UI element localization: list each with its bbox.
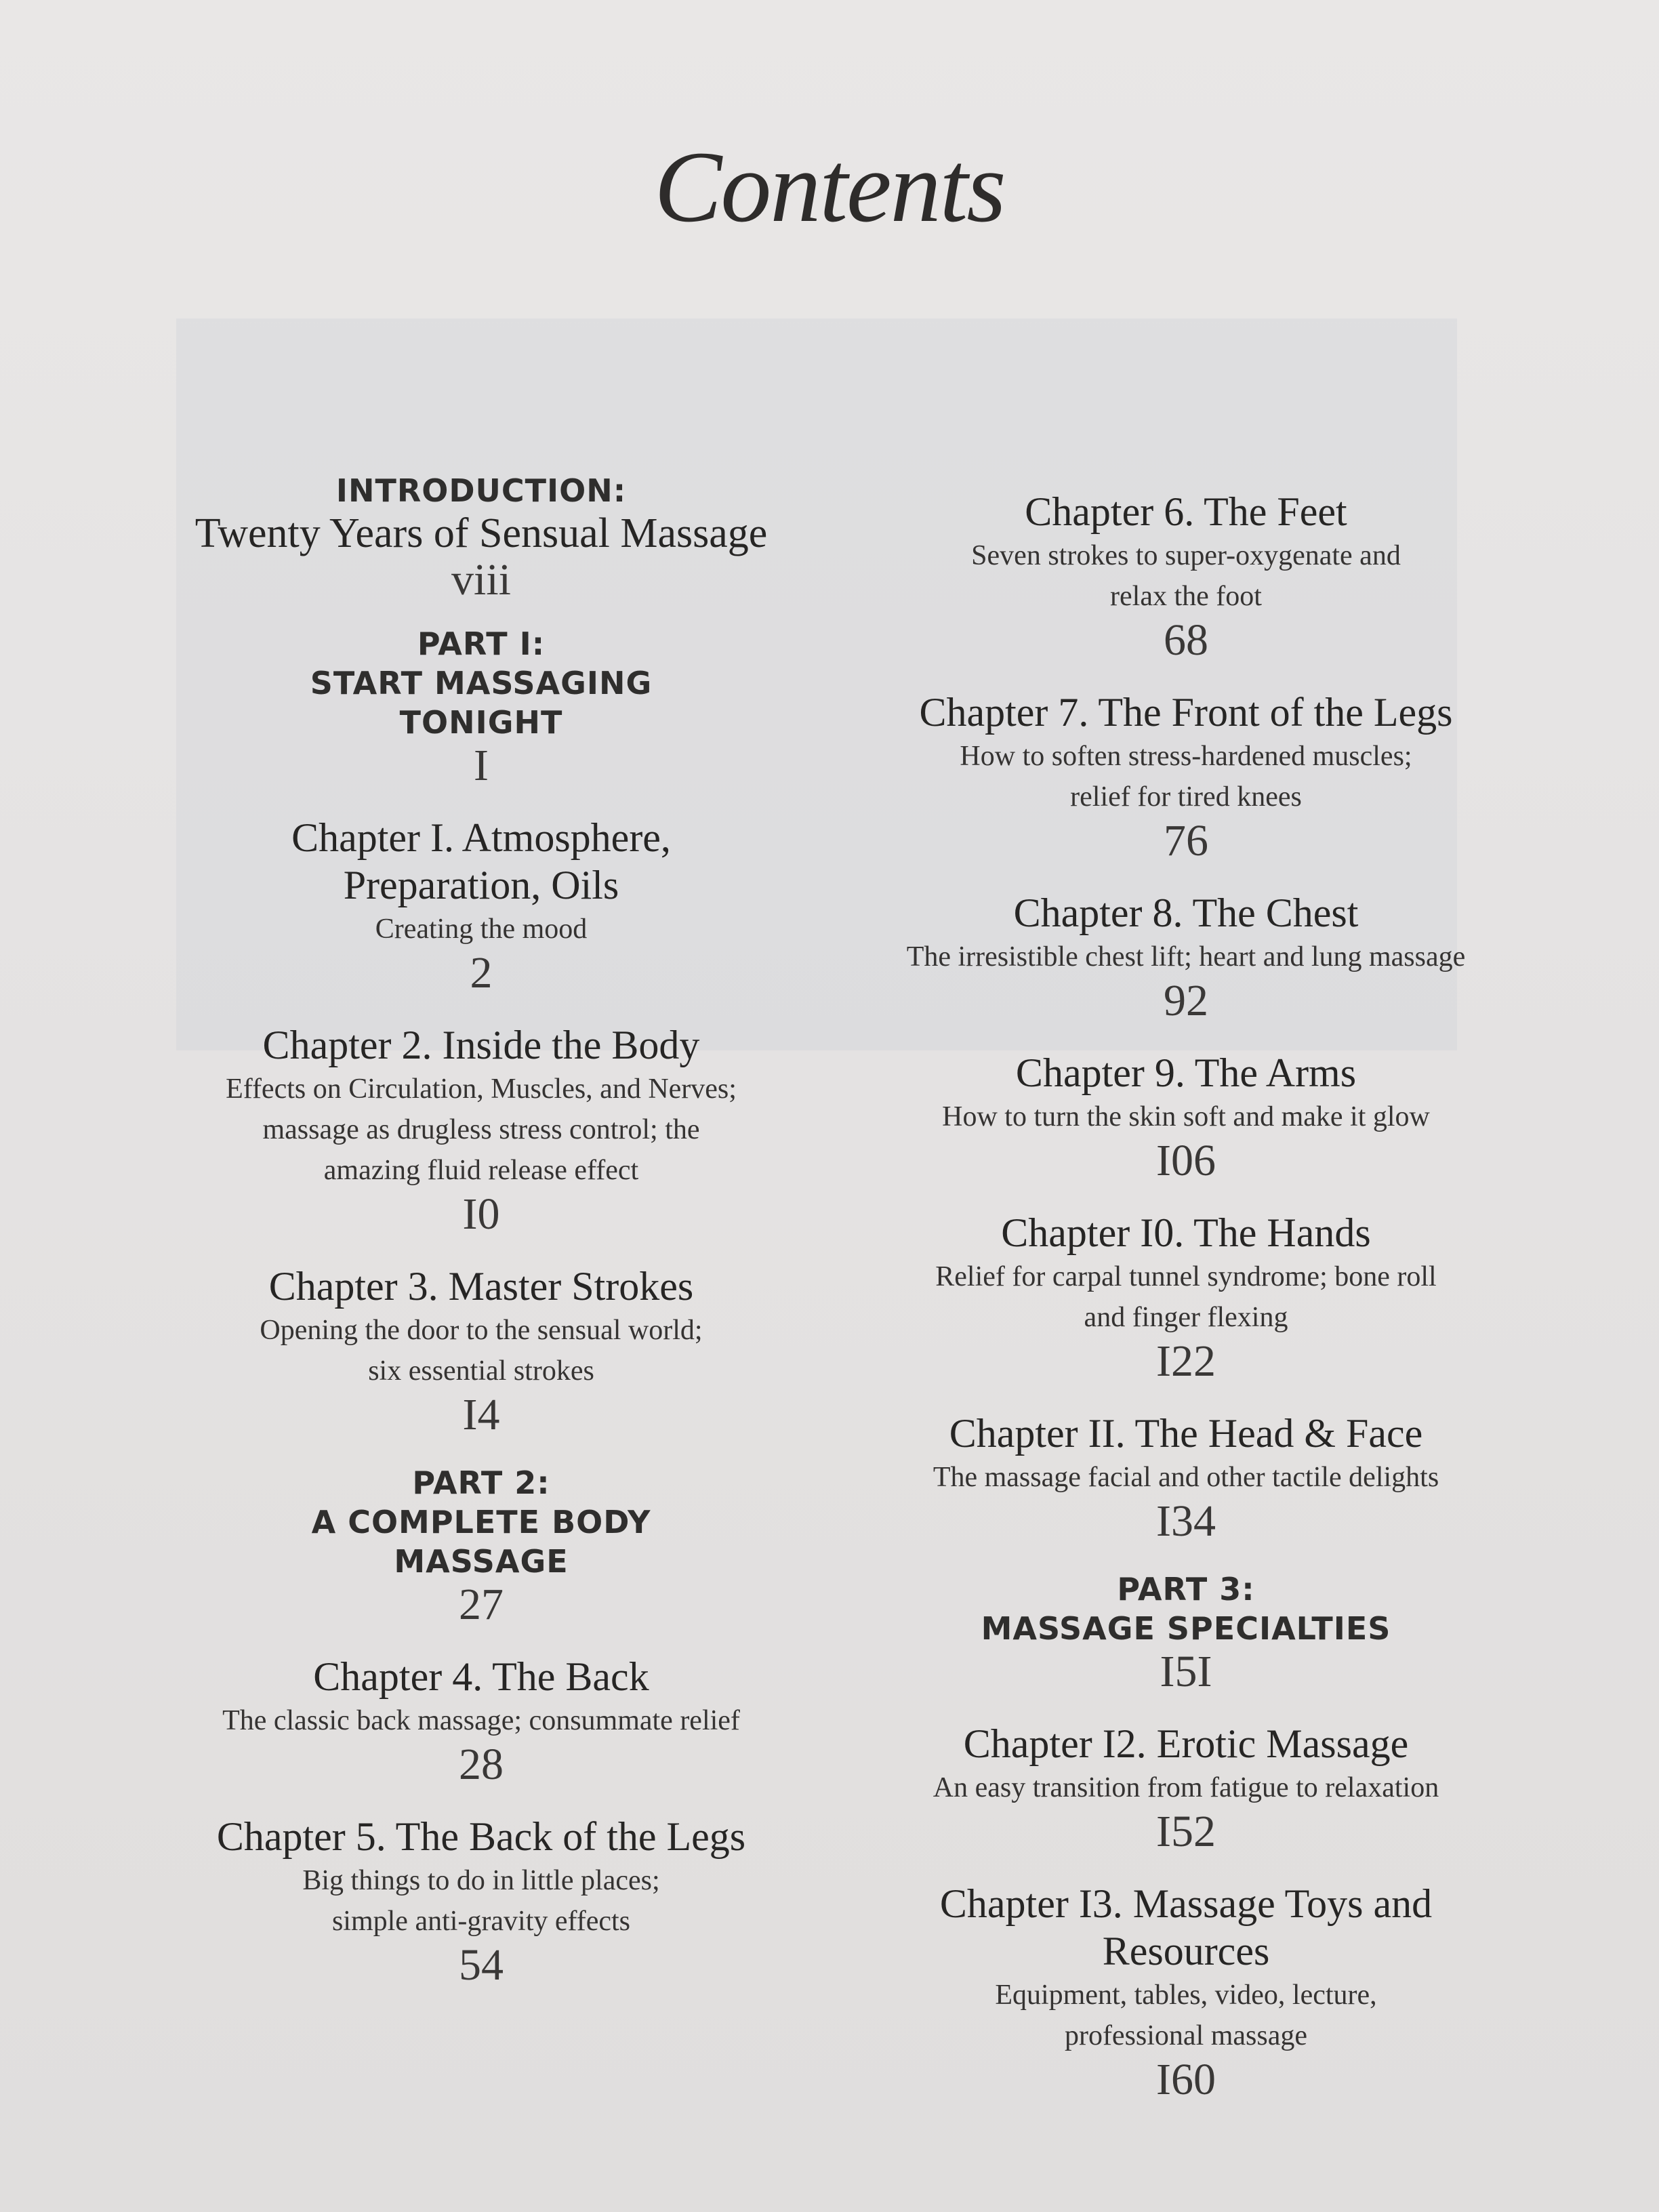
toc-chapter-6: [847, 488, 1525, 664]
chapter-description: Equipment, tables, video, lecture,: [995, 1980, 1377, 2011]
chapter-title: Resources: [1102, 1929, 1270, 1973]
toc-chapter-8: [847, 889, 1525, 1025]
chapter-title: Chapter 2. Inside the Body: [262, 1023, 700, 1067]
page-number: 76: [1164, 816, 1208, 865]
chapter-description: Seven strokes to super-oxygenate and: [971, 540, 1401, 571]
toc-chapter-3: [136, 1263, 827, 1439]
toc-chapter-1: [136, 814, 827, 997]
page-number: I52: [1156, 1807, 1216, 1856]
page-number: 27: [459, 1580, 504, 1629]
part-label: PART 3:: [1117, 1571, 1255, 1607]
chapter-description: Creating the mood: [375, 914, 588, 945]
toc-chapter-2: [136, 1021, 827, 1238]
toc-part-1: [136, 624, 827, 790]
chapter-title: Preparation, Oils: [343, 863, 619, 907]
chapter-description: professional massage: [1064, 2020, 1308, 2051]
chapter-description: massage as drugless stress control; the: [262, 1114, 700, 1145]
toc-chapter-13: [847, 1880, 1525, 2104]
chapter-description: How to soften stress-hardened muscles;: [960, 741, 1412, 772]
chapter-title: Chapter II. The Head & Face: [949, 1411, 1423, 1456]
chapter-title: Chapter 9. The Arms: [1015, 1050, 1357, 1095]
chapter-description: and finger flexing: [1084, 1302, 1288, 1333]
chapter-title: Chapter 7. The Front of the Legs: [919, 690, 1453, 735]
chapter-title: Chapter I0. The Hands: [1001, 1210, 1371, 1255]
toc-part-3: [847, 1570, 1525, 1696]
toc-entry-introduction: [136, 471, 827, 604]
page-number: I06: [1156, 1136, 1216, 1185]
chapter-title: Chapter 8. The Chest: [1013, 890, 1359, 935]
toc-chapter-9: [847, 1049, 1525, 1185]
part-title: MASSAGE SPECIALTIES: [981, 1610, 1391, 1647]
chapter-description: Big things to do in little places;: [302, 1865, 660, 1896]
part-title: A COMPLETE BODY: [311, 1504, 651, 1540]
chapter-description: Opening the door to the sensual world;: [260, 1315, 703, 1346]
part-title: START MASSAGING: [310, 665, 653, 701]
toc-part-2: [136, 1463, 827, 1629]
chapter-description: An easy transition from fatigue to relaxation: [933, 1772, 1439, 1803]
page-number: 2: [470, 948, 493, 998]
page-number: I5I: [1160, 1647, 1212, 1696]
page-number: I60: [1156, 2055, 1216, 2104]
page-number: I4: [462, 1390, 500, 1439]
chapter-title: Chapter 5. The Back of the Legs: [216, 1814, 746, 1859]
toc-chapter-12: [847, 1720, 1525, 1856]
page-number: 28: [459, 1740, 504, 1789]
intro-title: Twenty Years of Sensual Massage: [194, 510, 768, 556]
chapter-description: Effects on Circulation, Muscles, and Nerves;: [226, 1073, 737, 1105]
toc-chapter-7: [847, 689, 1525, 865]
chapter-description: How to turn the skin soft and make it glow: [942, 1101, 1430, 1132]
toc-chapter-4: [136, 1653, 827, 1788]
chapter-title: Chapter 6. The Feet: [1025, 489, 1347, 534]
part-title: MASSAGE: [394, 1543, 569, 1580]
chapter-description: simple anti-gravity effects: [331, 1906, 631, 1937]
page-number: 54: [459, 1940, 504, 1990]
chapter-description: The massage facial and other tactile delights: [933, 1462, 1439, 1493]
page-number: 92: [1164, 976, 1208, 1025]
chapter-description: relax the foot: [1110, 581, 1262, 612]
intro-label: INTRODUCTION:: [335, 472, 627, 509]
page-number: I: [474, 741, 489, 790]
part-title: TONIGHT: [399, 704, 563, 741]
toc-chapter-5: [136, 1813, 827, 1989]
chapter-title: Chapter 3. Master Strokes: [268, 1264, 694, 1309]
chapter-description: Relief for carpal tunnel syndrome; bone roll: [935, 1261, 1437, 1292]
chapter-description: amazing fluid release effect: [323, 1155, 639, 1186]
chapter-title: Chapter I3. Massage Toys and: [939, 1881, 1433, 1926]
chapter-title: Chapter I. Atmosphere,: [291, 815, 671, 860]
chapter-description: The classic back massage; consummate relief: [222, 1705, 740, 1736]
part-label: PART I:: [417, 626, 546, 662]
chapter-description: The irresistible chest lift; heart and lung massage: [906, 941, 1466, 972]
page-number: viii: [451, 555, 511, 605]
page-number: 68: [1164, 615, 1208, 665]
page-number: I0: [462, 1189, 500, 1239]
chapter-description: six essential strokes: [368, 1355, 594, 1387]
part-label: PART 2:: [412, 1465, 550, 1501]
toc-chapter-11: [847, 1410, 1525, 1545]
chapter-title: Chapter 4. The Back: [313, 1654, 649, 1699]
toc-chapter-10: [847, 1209, 1525, 1385]
page-title: Contents: [654, 131, 1005, 243]
left-column: [136, 471, 827, 2013]
right-column: [847, 488, 1525, 2128]
chapter-title: Chapter I2. Erotic Massage: [963, 1721, 1409, 1766]
page-number: I22: [1156, 1336, 1216, 1386]
page-number: I34: [1156, 1496, 1216, 1546]
chapter-description: relief for tired knees: [1070, 781, 1302, 813]
